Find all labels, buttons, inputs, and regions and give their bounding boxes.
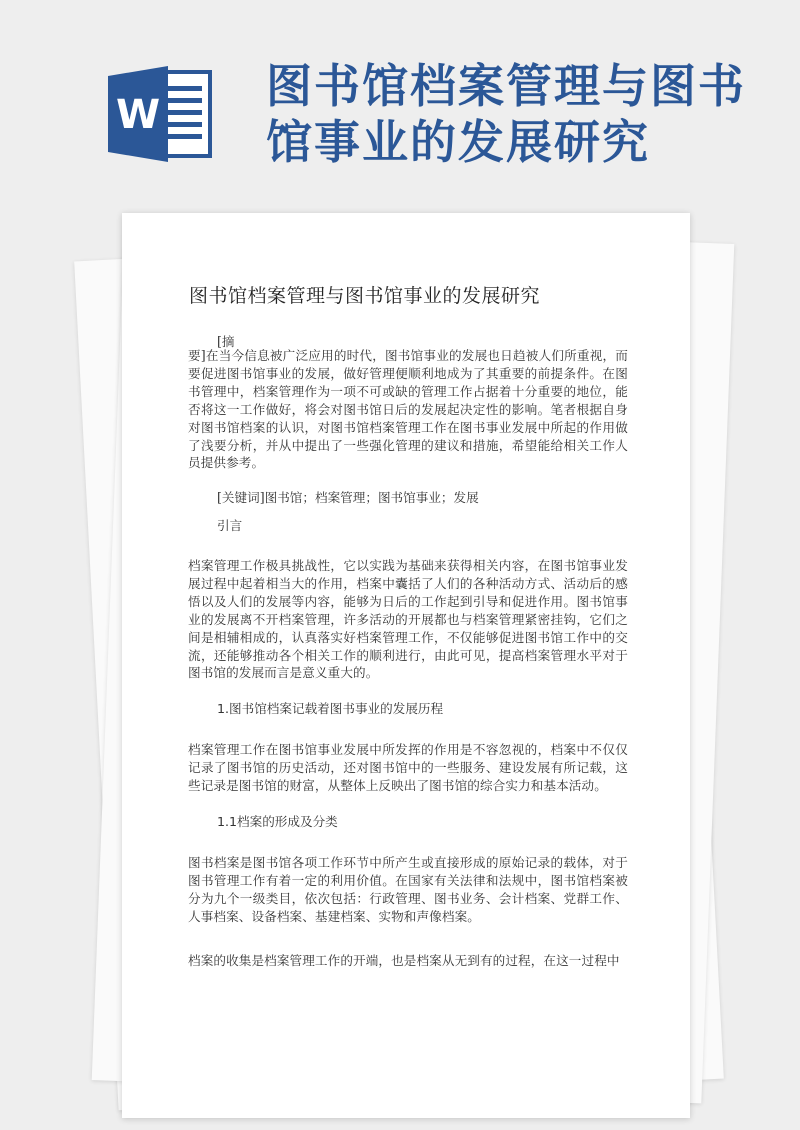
document-title: 图书馆档案管理与图书馆事业的发展研究 (189, 285, 541, 307)
intro-heading: 引言 (217, 518, 243, 533)
word-icon-letter: W (115, 92, 161, 138)
intro-body: 档案管理工作极具挑战性，它以实践为基础来获得相关内容，在图书馆事业发展过程中起着相当大的作用，档案中囊括了人们的各种活动方式、活动后的感悟以及人们的发展等内容，能够为日后的工作起到引导和促进作用。图书馆事业的发展离不开档案管理，许多活动的开展都也与档案管理紧密挂钩，它们之间是相辅相成的，认真落实好档案管理工作，不仅能够促进图书馆工作中的交流，还能够推动各个相关工作的顺利进行，由此可见，提高档案管理水平对于图书馆的发展而言是意义重大的。 (188, 558, 628, 681)
section-1-1-body: 图书档案是图书馆各项工作环节中所产生或直接形成的原始记录的载体，对于图书管理工作有着一定的利用价值。在国家有关法律和法规中，图书馆档案被分为九个一级类目，依次包括：行政管理、图书业务、会计档案、党群工作、人事档案、设备档案、基建档案、实物和声像档案。 (188, 855, 628, 924)
section-1-1-heading: 1.1档案的形成及分类 (217, 814, 338, 829)
word-document-icon (108, 66, 214, 162)
section-1-heading: 1.图书馆档案记载着图书事业的发展历程 (217, 701, 444, 716)
abstract-label: [摘 (217, 334, 235, 349)
section-1-1-continued: 档案的收集是档案管理工作的开端，也是档案从无到有的过程，在这一过程中 (188, 953, 620, 968)
document-page (122, 213, 690, 1118)
banner-title: 图书馆档案管理与图书馆事业的发展研究 (266, 59, 746, 169)
banner (0, 0, 800, 220)
keywords: [关键词]图书馆；档案管理；图书馆事业；发展 (217, 490, 479, 505)
section-1-body: 档案管理工作在图书馆事业发展中所发挥的作用是不容忽视的，档案中不仅仅记录了图书馆的历史活动，还对图书馆中的一些服务、建设发展有所记载，这些记录是图书馆的财富，从整体上反映出了图书馆的综合实力和基本活动。 (188, 742, 628, 793)
abstract-body: 要]在当今信息被广泛应用的时代，图书馆事业的发展也日趋被人们所重视，而要促进图书馆事业的发展，做好管理便顺利地成为了其重要的前提条件。在图书管理中，档案管理作为一项不可或缺的管理工作占据着十分重要的地位，能否将这一工作做好，将会对图书馆日后的发展起决定性的影响。笔者根据自身对图书馆档案的认识，对图书馆档案管理工作在图书事业发展中所起的作用做了浅要分析，并从中提出了一些强化管理的建议和措施，希望能给相关工作人员提供参考。 (188, 348, 628, 471)
